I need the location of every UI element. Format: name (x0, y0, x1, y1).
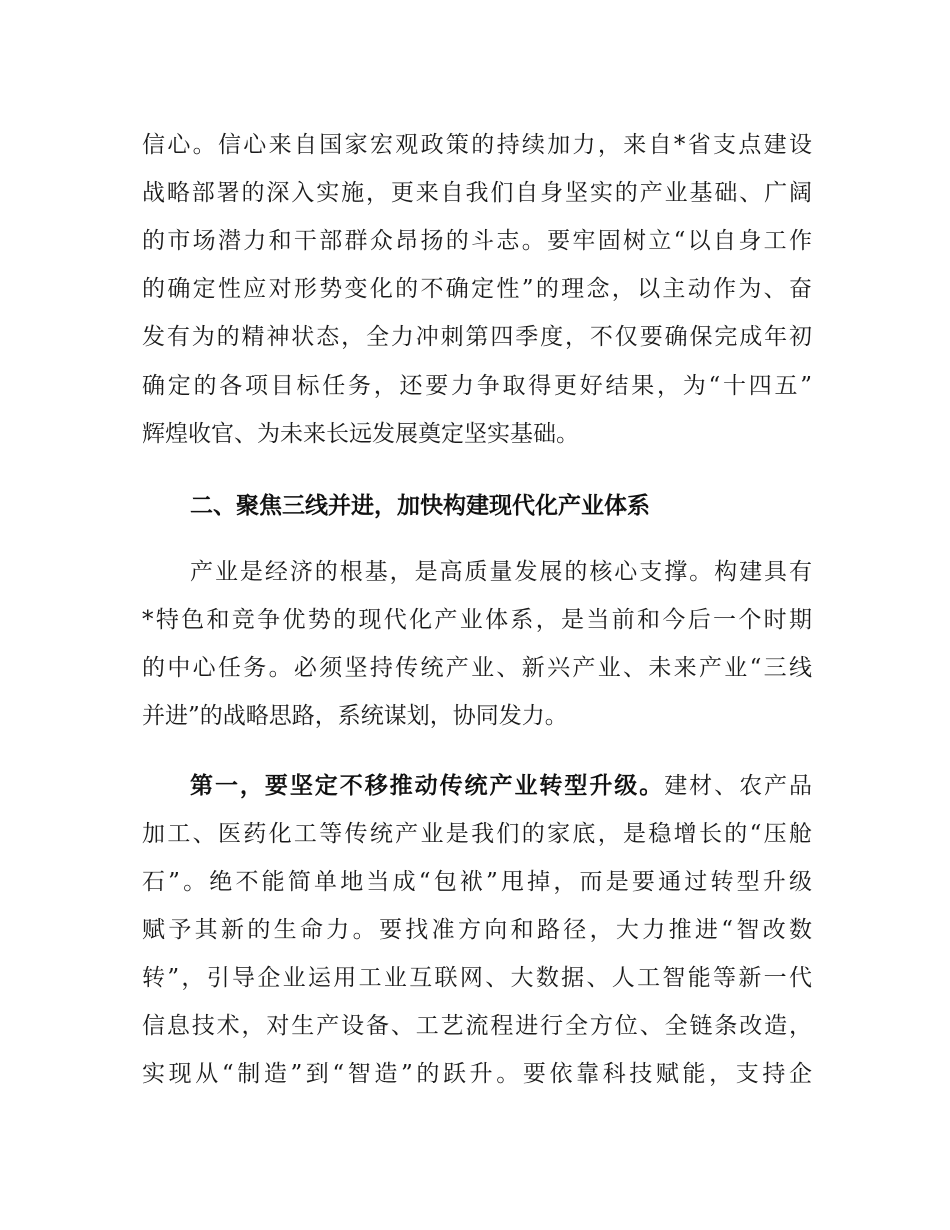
text-line: 的市场潜力和干部群众昂扬的斗志。要牢固树立“以自身工作 (142, 228, 812, 254)
section-heading: 二、聚焦三线并进，加快构建现代化产业体系 (190, 493, 650, 519)
text-line: 产业是经济的根基，是高质量发展的核心支撑。构建具有 (190, 559, 812, 585)
text-line: 战略部署的深入实施，更来自我们自身坚实的产业基础、广阔 (142, 180, 812, 206)
text-line: 石”。绝不能简单地当成“包袱”甩掉，而是要通过转型升级 (142, 869, 812, 895)
text-line: 发有为的精神状态，全力冲刺第四季度，不仅要确保完成年初 (142, 324, 812, 350)
text-line: 加工、医药化工等传统产业是我们的家底，是稳增长的“压舱 (142, 821, 812, 847)
text-line (190, 771, 812, 801)
text-line: 信息技术，对生产设备、工艺流程进行全方位、全链条改造， (142, 1013, 812, 1039)
bold-lead-sentence: 第一，要坚定不移推动传统产业转型升级。 (190, 773, 665, 799)
text-line: *特色和竞争优势的现代化产业体系，是当前和今后一个时期 (142, 607, 812, 633)
text-line: 的确定性应对形势变化的不确定性”的理念，以主动作为、奋 (142, 276, 812, 302)
text-span: 建材、农产品 (664, 773, 813, 799)
text-line: 并进”的战略思路，系统谋划，协同发力。 (142, 703, 568, 729)
text-line: 信心。信心来自国家宏观政策的持续加力，来自*省支点建设 (142, 132, 812, 158)
text-line: 辉煌收官、为未来长远发展奠定坚实基础。 (142, 421, 579, 447)
text-line: 确定的各项目标任务，还要力争取得更好结果，为“十四五” (142, 373, 812, 399)
text-line: 转”，引导企业运用工业互联网、大数据、人工智能等新一代 (142, 965, 812, 991)
text-line: 实现从“制造”到“智造”的跃升。要依靠科技赋能，支持企 (142, 1061, 812, 1087)
text-line: 赋予其新的生命力。要找准方向和路径，大力推进“智改数 (142, 917, 812, 943)
text-line: 的中心任务。必须坚持传统产业、新兴产业、未来产业“三线 (142, 655, 812, 681)
